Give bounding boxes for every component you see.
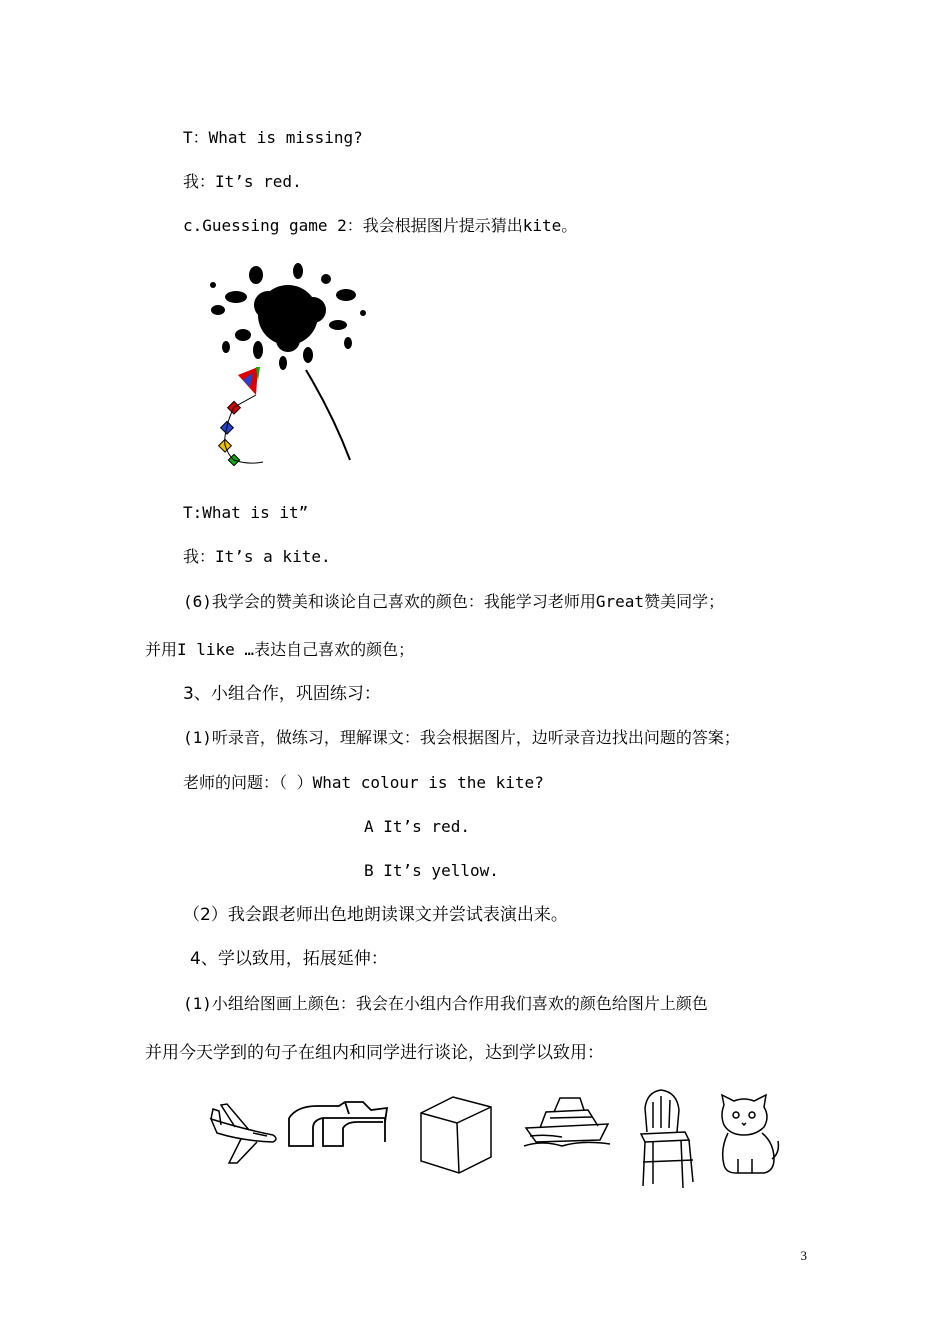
section-3-heading: 3、小组合作，巩固练习： (183, 684, 381, 704)
guessing-game-heading: c.Guessing game 2：我会根据图片提示猜出kite。 (183, 216, 578, 235)
plane-icon (207, 1095, 279, 1167)
box-icon (417, 1093, 495, 1175)
read-aloud-line: （2）我会跟老师出色地朗读课文并尝试表演出来。 (183, 905, 568, 925)
coloring-paragraph-line1: (1)小组给图画上颜色：我会在小组内合作用我们喜欢的颜色给图片上颜色 (183, 994, 708, 1013)
section-4-heading: 4、学以致用，拓展延伸： (190, 949, 388, 969)
coloring-paragraph-line2: 并用今天学到的句子在组内和同学进行谈论，达到学以致用： (145, 1043, 604, 1063)
teacher-question: 老师的问题：（ ）What colour is the kite? (183, 773, 544, 792)
option-a: A It’s red. (364, 817, 470, 836)
listen-exercise-line: (1)听录音，做练习，理解课文：我会根据图片，边听录音边找出问题的答案； (183, 728, 740, 747)
praise-paragraph-line1: (6)我学会的赞美和谈论自己喜欢的颜色：我能学习老师用Great赞美同学； (183, 592, 725, 611)
chair-icon (637, 1088, 699, 1190)
dialog-me-kite: 我：It’s a kite. (183, 547, 331, 566)
boat-icon (522, 1090, 614, 1148)
dialog-teacher-what: T:What is it” (183, 503, 309, 522)
page-number: 3 (800, 1248, 807, 1263)
kite-illustration (198, 255, 383, 467)
bed-icon (287, 1098, 395, 1158)
dialog-teacher-missing: T：What is missing? (183, 128, 363, 147)
dialog-me-red: 我：It’s red. (183, 172, 302, 191)
cat-icon (716, 1093, 782, 1177)
praise-paragraph-line2: 并用I like …表达自己喜欢的颜色； (145, 640, 415, 659)
option-b: B It’s yellow. (364, 861, 499, 880)
